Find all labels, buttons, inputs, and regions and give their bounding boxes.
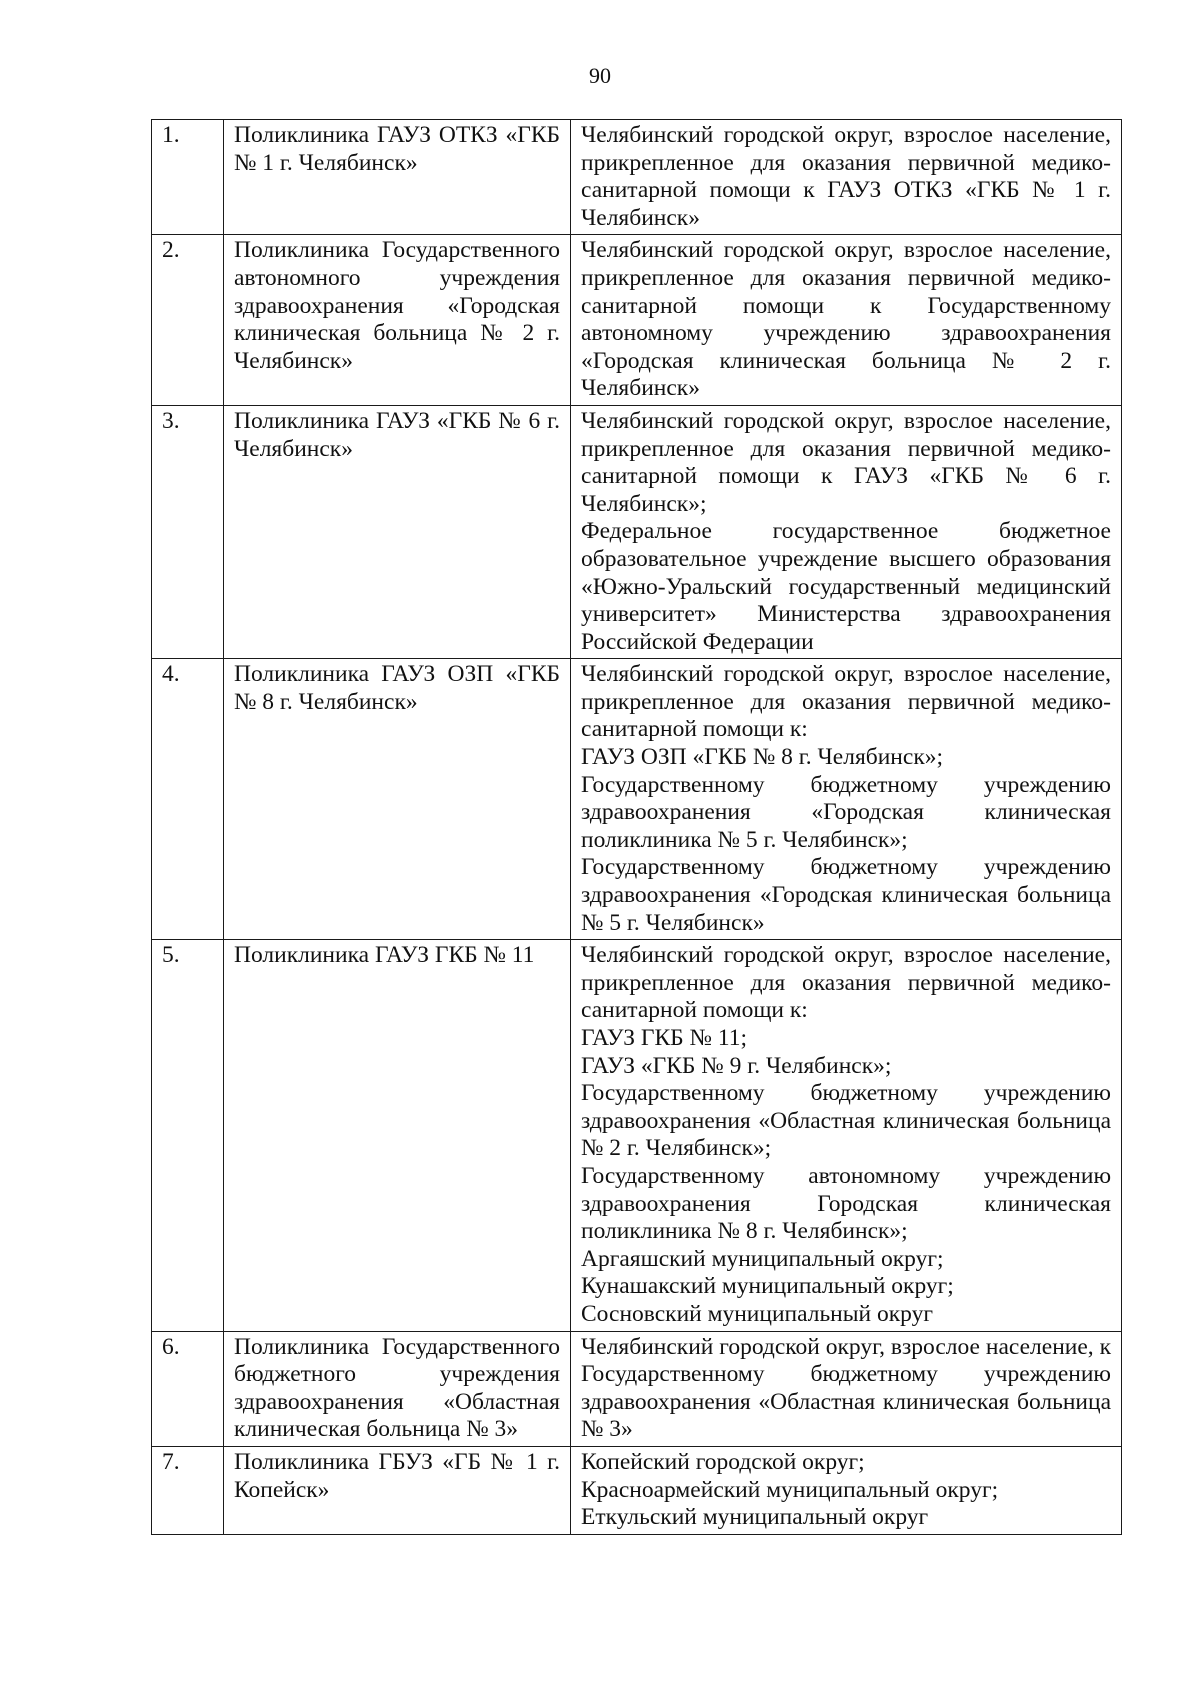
table-row [152, 1331, 1122, 1446]
service-area-line: Государственному автономному учреждению здравоохранения Городская клиническая поликлиника № 8 г. Челябинск»; [581, 1162, 1111, 1245]
service-area [571, 405, 1122, 658]
service-area-line: ГАУЗ «ГКБ № 9 г. Челябинск»; [581, 1052, 892, 1079]
service-area-line: Челябинский городской округ, взрослое население, прикрепленное для оказания первичной медико-санитарной помощи к ГАУЗ ОТКЗ «ГКБ № 1 г. Челябинск» [581, 122, 1111, 231]
row-number: 3. [152, 405, 224, 658]
service-area-line: Федеральное государственное бюджетное образовательное учреждение высшего образования «Южно-Уральский государственный медицинский университет» Министерства здравоохранения Российской Федерации [581, 518, 1111, 655]
service-area-line: Красноармейский муниципальный округ; [581, 1476, 999, 1503]
service-area-line: ГАУЗ ГКБ № 11; [581, 1025, 747, 1051]
service-area-line: Челябинский городской округ, взрослое население, прикрепленное для оказания первичной медико-санитарной помощи к: [581, 661, 1111, 743]
service-area-line: Челябинский городской округ, взрослое население, прикрепленное для оказания первичной медико-санитарной помощи к Государственному автономному учреждению здравоохранения «Городская клиническая больница № 2 г. Челябинск» [581, 237, 1111, 402]
row-number: 7. [152, 1446, 224, 1534]
row-number: 4. [152, 659, 224, 940]
page-number: 90 [589, 63, 611, 88]
polyclinic-name: Поликлиника ГБУЗ «ГБ № 1 г. Копейск» [224, 1446, 571, 1534]
service-area [571, 235, 1122, 406]
polyclinic-name: Поликлиника ГАУЗ ГКБ № 11 [224, 940, 571, 1331]
row-number: 5. [152, 940, 224, 1331]
row-number: 1. [152, 120, 224, 235]
polyclinic-assignment-table [151, 119, 1122, 1535]
table-row [152, 405, 1122, 658]
service-area-line: Аргаяшский муниципальный округ; [581, 1245, 944, 1272]
service-area [571, 120, 1122, 235]
polyclinic-name: Поликлиника ГАУЗ ОТКЗ «ГКБ № 1 г. Челябинск» [224, 120, 571, 235]
table-row [152, 1446, 1122, 1534]
service-area-line: Государственному бюджетному учреждению здравоохранения «Городская клиническая поликлиника № 5 г. Челябинск»; [581, 771, 1111, 853]
service-area-line: Государственному бюджетному учреждению здравоохранения «Областная клиническая больница № 2 г. Челябинск»; [581, 1080, 1111, 1162]
service-area-line: Кунашакский муниципальный округ; [581, 1273, 954, 1300]
row-number: 2. [152, 235, 224, 406]
service-area-line: Копейский городской округ; [581, 1448, 865, 1475]
service-area-line: Государственному бюджетному учреждению здравоохранения «Городская клиническая больница № 5 г. Челябинск» [581, 854, 1111, 936]
service-area-line: Челябинский городской округ, взрослое население, прикрепленное для оказания первичной медико-санитарной помощи к: [581, 942, 1111, 1024]
polyclinic-name: Поликлиника Государственного автономного учреждения здравоохранения «Городская клиническая больница № 2 г. Челябинск» [224, 235, 571, 406]
service-area [571, 940, 1122, 1331]
table-row [152, 940, 1122, 1331]
service-area-line: Сосновский муниципальный округ [581, 1300, 933, 1327]
service-area-line: Челябинский городской округ, взрослое население, к Государственному бюджетному учреждению здравоохранения «Областная клиническая больница № 3» [581, 1333, 1111, 1443]
table-row [152, 120, 1122, 235]
polyclinic-name: Поликлиника Государственного бюджетного учреждения здравоохранения «Областная клиническая больница № 3» [224, 1331, 571, 1446]
table-row [152, 659, 1122, 940]
service-area [571, 1446, 1122, 1534]
table-row [152, 235, 1122, 406]
polyclinic-name: Поликлиника ГАУЗ ОЗП «ГКБ № 8 г. Челябинск» [224, 659, 571, 940]
service-area-line: Еткульский муниципальный округ [581, 1504, 929, 1531]
service-area [571, 659, 1122, 940]
service-area-line: ГАУЗ ОЗП «ГКБ № 8 г. Челябинск»; [581, 744, 944, 771]
row-number: 6. [152, 1331, 224, 1446]
polyclinic-name: Поликлиника ГАУЗ «ГКБ № 6 г. Челябинск» [224, 405, 571, 658]
service-area-line: Челябинский городской округ, взрослое население, прикрепленное для оказания первичной медико-санитарной помощи к ГАУЗ «ГКБ № 6 г. Челябинск»; [581, 407, 1111, 517]
table-body [152, 120, 1122, 1535]
service-area [571, 1331, 1122, 1446]
